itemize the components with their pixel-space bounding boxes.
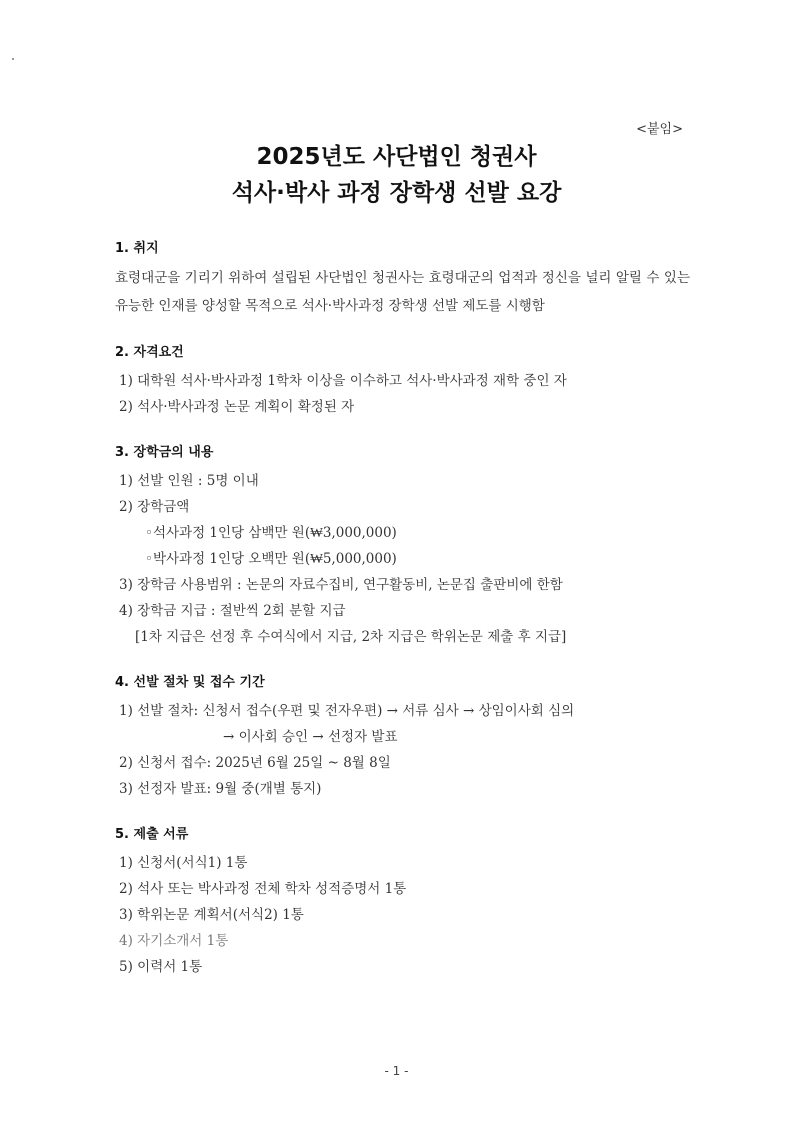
page-number: - 1 - xyxy=(384,1064,409,1078)
payment-note: [1차 지급은 선정 후 수여식에서 지급, 2차 지급은 학위논문 제출 후 지급] xyxy=(135,629,567,645)
list-item: 5) 이력서 1통 xyxy=(119,959,203,975)
document-title-line1: 2025년도 사단법인 청권사 xyxy=(256,144,537,170)
list-item: 4) 자기소개서 1통 xyxy=(119,933,229,949)
sub-item-masters: ◦석사과정 1인당 삼백만 원(₩3,000,000) xyxy=(145,525,397,541)
list-item: 2) 신청서 접수: 2025년 6월 25일 ~ 8월 8일 xyxy=(119,755,391,771)
list-item-continuation: → 이사회 승인 → 선정자 발표 xyxy=(223,729,398,745)
section-heading: 5. 제출 서류 xyxy=(115,827,189,842)
section-procedure xyxy=(115,674,690,802)
section-heading: 4. 선발 절차 및 접수 기간 xyxy=(115,675,265,690)
section-eligibility xyxy=(115,344,690,420)
sub-item-doctoral: ◦박사과정 1인당 오백만 원(₩5,000,000) xyxy=(145,551,397,567)
list-item: 1) 대학원 석사·박사과정 1학차 이상을 이수하고 석사·박사과정 재학 중인 자 xyxy=(119,373,567,389)
list-item: 1) 선발 인원 : 5명 이내 xyxy=(119,473,259,489)
section-heading: 1. 취지 xyxy=(115,241,159,256)
scan-speck xyxy=(12,58,14,60)
section-documents xyxy=(115,826,690,980)
list-item: 3) 장학금 사용범위 : 논문의 자료수집비, 연구활동비, 논문집 출판비에 한함 xyxy=(119,577,563,593)
section-heading: 3. 장학금의 내용 xyxy=(115,445,214,460)
list-item: 4) 장학금 지급 : 절반씩 2회 분할 지급 xyxy=(119,603,346,619)
attachment-label: <붙임> xyxy=(636,122,683,137)
section-purpose xyxy=(115,240,690,320)
list-item: 2) 석사·박사과정 논문 계획이 확정된 자 xyxy=(119,399,355,415)
list-item: 1) 신청서(서식1) 1통 xyxy=(119,855,248,871)
document-body xyxy=(115,240,690,1004)
list-item: 2) 석사 또는 박사과정 전체 학차 성적증명서 1통 xyxy=(119,881,407,897)
list-item: 2) 장학금액 xyxy=(119,499,190,515)
section-paragraph: 효령대군을 기리기 위하여 설립된 사단법인 청권사는 효령대군의 업적과 정신을 널리 알릴 수 있는 유능한 인재를 양성할 목적으로 석사·박사과정 장학생 선발 제도를 시행함 xyxy=(115,270,690,314)
section-heading: 2. 자격요건 xyxy=(115,345,184,360)
document-title-line2: 석사·박사 과정 장학생 선발 요강 xyxy=(231,180,562,206)
list-item: 1) 선발 절차: 신청서 접수(우편 및 전자우편) → 서류 심사 → 상임이사회 심의 xyxy=(119,703,575,719)
list-item: 3) 학위논문 계획서(서식2) 1통 xyxy=(119,907,304,923)
list-item: 3) 선정자 발표: 9월 중(개별 통지) xyxy=(119,781,322,797)
section-scholarship-details xyxy=(115,444,690,650)
